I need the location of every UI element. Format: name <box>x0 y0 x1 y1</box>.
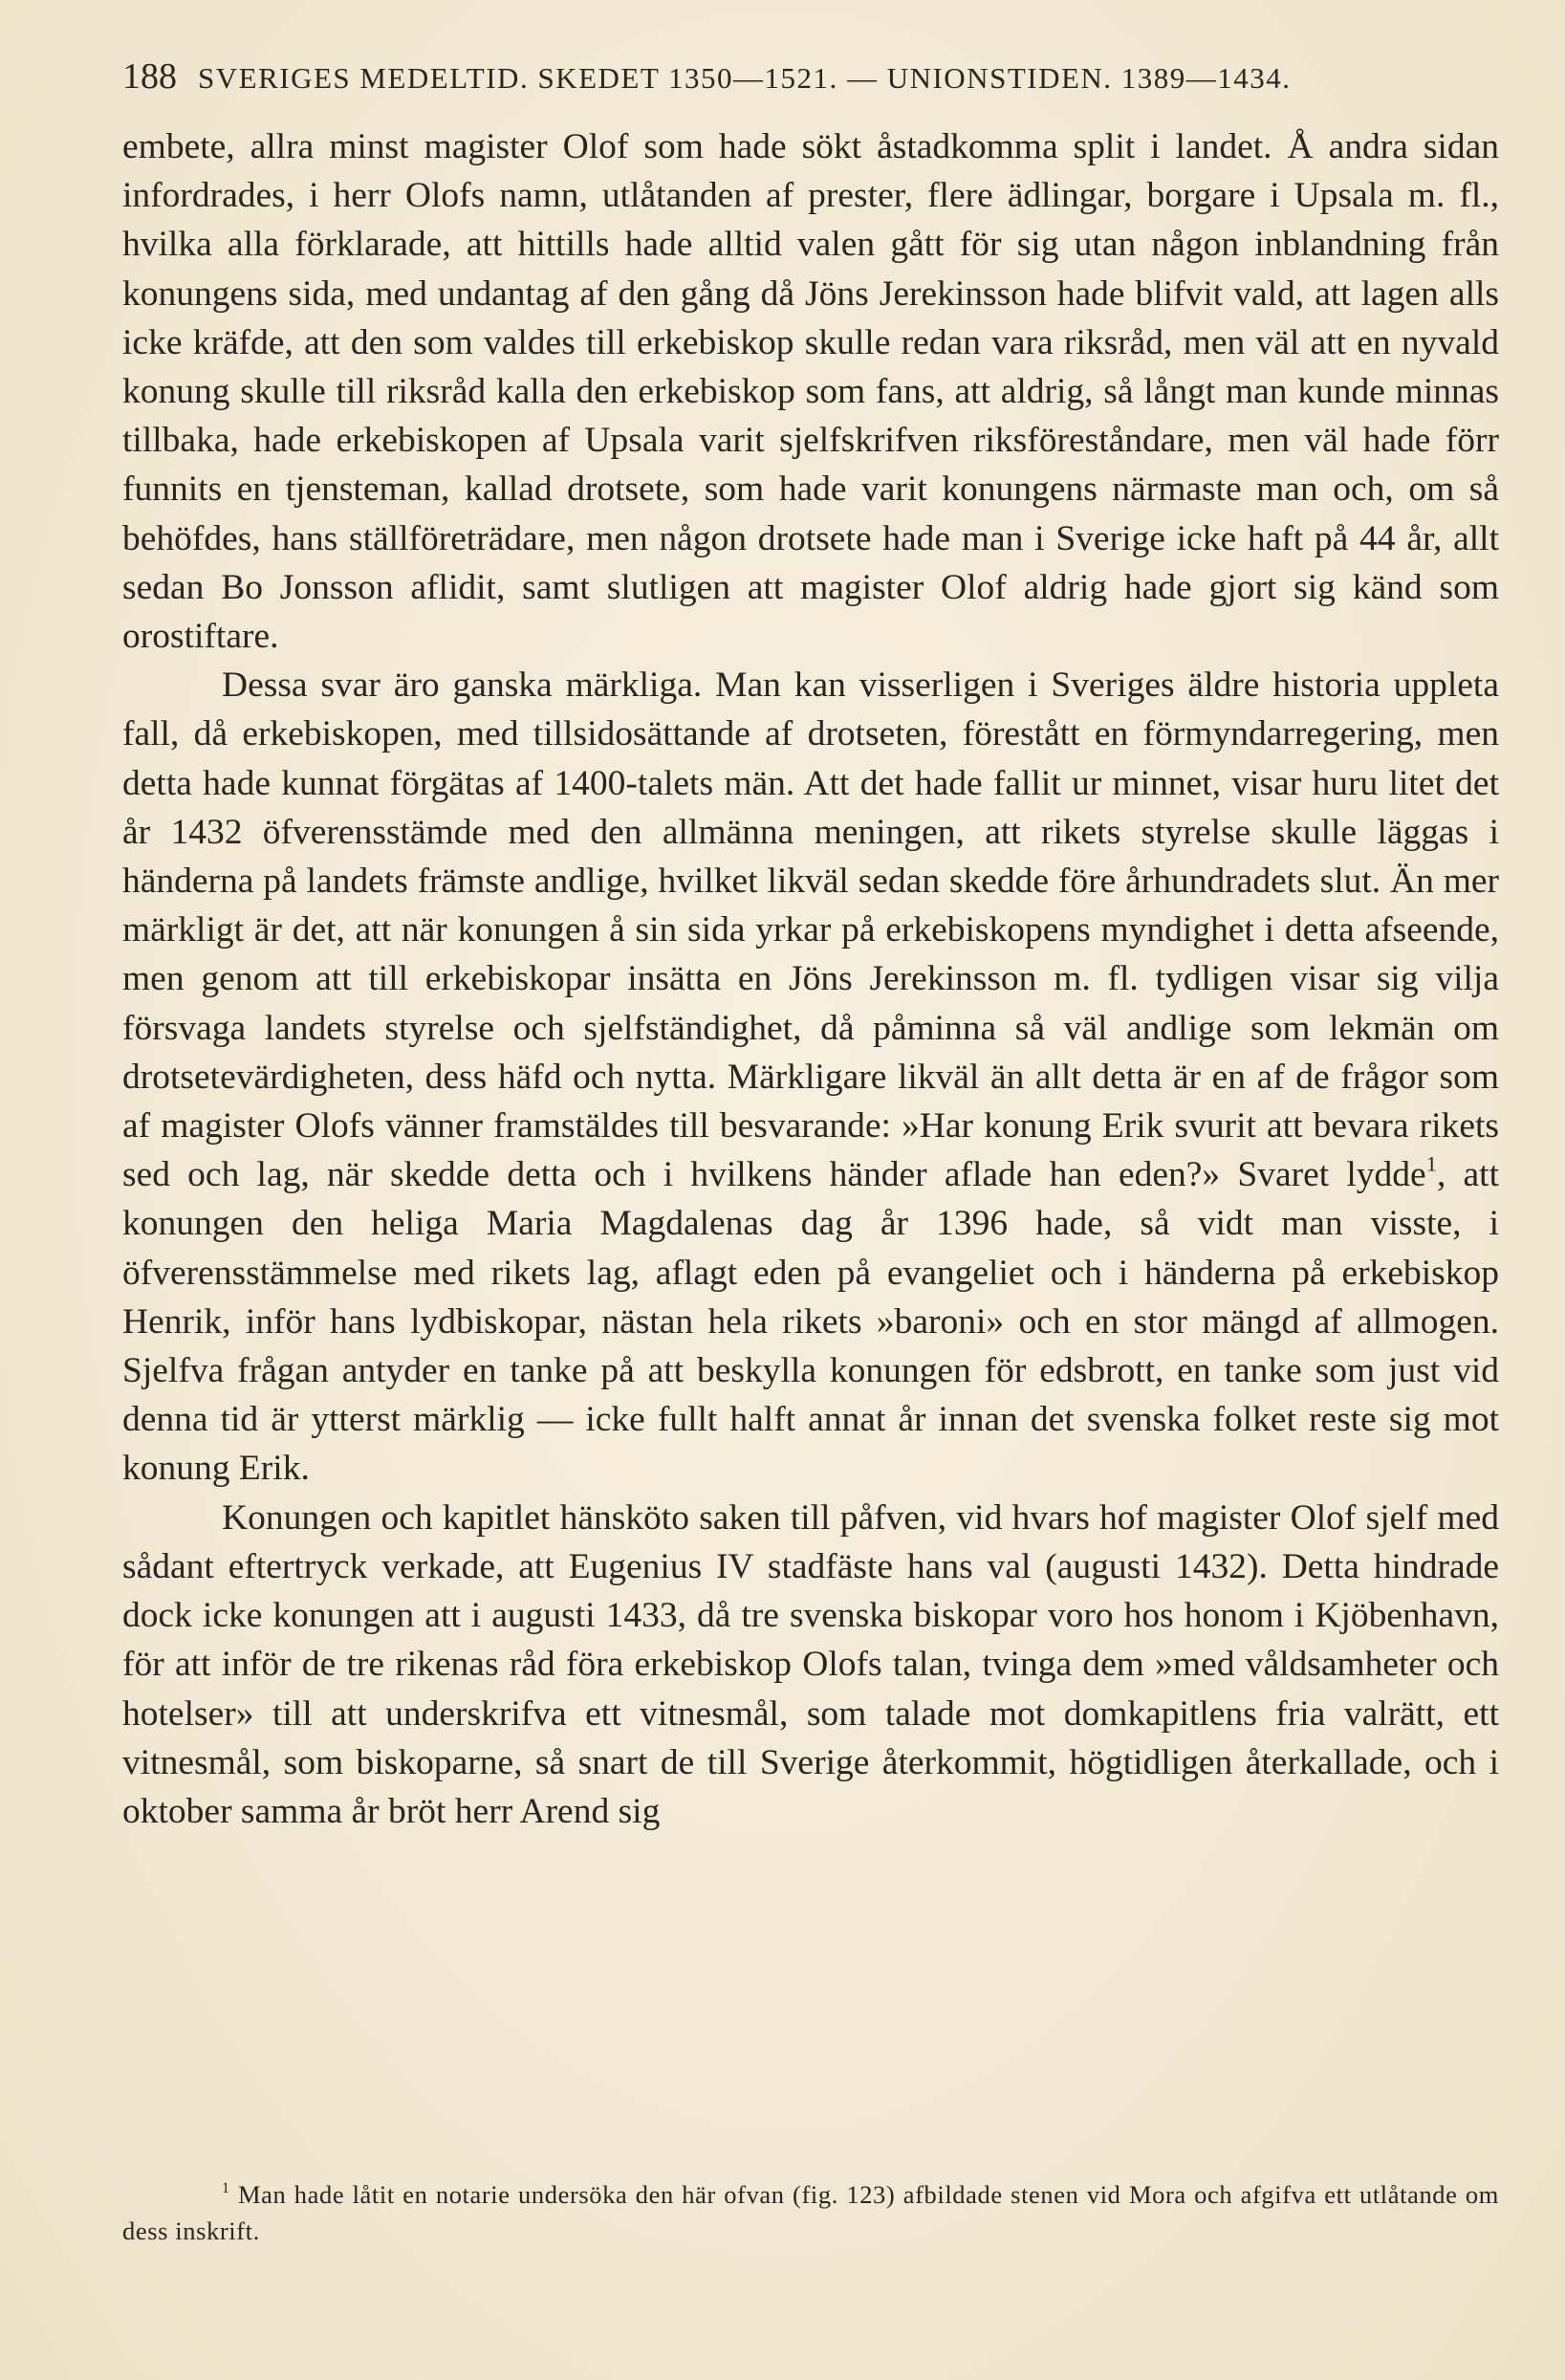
paragraph-2 <box>122 661 1499 1493</box>
paragraph-1 <box>122 122 1499 661</box>
paragraph-text: embete, allra minst magister Olof som hade sökt åstadkomma split i landet. Å andra sidan infordrades, i herr Olofs namn, utlåtanden af prester, flere ädlingar, borgare i Upsala m. fl., hvilka alla förklarade, att hittills hade alltid valen gått för sig utan någon inblandning från konungens sida, med undantag af den gång då Jöns Jerekinsson hade blifvit vald, att lagen alls icke kräfde, att den som valdes till erkebiskop skulle redan vara riksråd, men väl att en nyvald konung skulle till riksråd kalla den erkebiskop som fans, att aldrig, så långt man kunde minnas tillbaka, hade erkebiskopen af Upsala varit sjelfskrifven riksföreståndare, men väl hade förr funnits en tjensteman, kallad drotsete, som hade varit konungens närmaste man och, om så behöfdes, hans ställföreträdare, men någon drotsete hade man i Sverige icke haft på 44 år, allt sedan Bo Jonsson aflidit, samt slutligen att magister Olof aldrig hade gjort sig känd som orostiftare. <box>122 127 1499 657</box>
paragraph-text: Dessa svar äro ganska märkliga. Man kan visserligen i Sveriges äldre historia uppleta fall, då erkebiskopen, med tillsidosättande af drotseten, förestått en förmyndarregering, men detta hade kunnat förgätas af 1400-talets män. Att det hade fallit ur minnet, visar huru litet det år 1432 öfverensstämde med den allmänna meningen, att rikets styrelse skulle läggas i händerna på landets främste andlige, hvilket likväl sedan skedde före århundradets slut. Än mer märkligt är det, att när konungen å sin sida yrkar på erkebiskopens myndighet i detta afseende, men genom att till erkebiskopar insätta en Jöns Jerekinsson m. fl. tydligen visar sig vilja försvaga landets styrelse och sjelfständighet, då påminna så väl andlige som lekmän om drotsetevärdigheten, dess häfd och nytta. Märkligare likväl än allt detta är en af de frågor som af magister Olofs vänner framstäldes till besvarande: »Har konung Erik svurit att bevara rikets sed och lag, när skedde detta och i hvilkens händer aflade han eden?» Svaret lydde <box>122 666 1499 1195</box>
paragraph-text: , att konungen den heliga Maria Magdalenas dag år 1396 hade, så vidt man visste, i öfverensstämmelse med rikets lag, aflagt eden på evangeliet och i händerna på erkebiskop Henrik, inför hans lydbiskopar, nästan hela rikets »baroni» och en stor mängd af allmogen. Sjelfva frågan antyder en tanke på att beskylla konungen för edsbrott, en tanke som just vid denna tid är ytterst märklig — icke fullt halft annat år innan det svenska folket reste sig mot konung Erik. <box>122 1155 1500 1489</box>
paragraph-text: Konungen och kapitlet hänsköto saken till påfven, vid hvars hof magister Olof sjelf med sådant eftertryck verkade, att Eugenius IV stadfäste hans val (augusti 1432). Detta hindrade dock icke konungen att i augusti 1433, då tre svenska biskopar voro hos honom i Kjöbenhavn, för att inför de tre rikenas råd föra erkebiskop Olofs talan, tvinga dem »med våldsamheter och hotelser» till att underskrifva ett vitnesmål, som talade mot domkapitlens fria valrätt, ett vitnesmål, som biskoparne, så snart de till Sverige återkommit, högtidligen återkallade, och i oktober samma år bröt herr Arend sig <box>122 1497 1499 1831</box>
page-number: 188 <box>122 56 177 97</box>
body-text <box>122 122 1499 1836</box>
footnote-marker: 1 <box>222 2179 230 2196</box>
footnote-text: Man hade låtit en notarie undersöka den här ofvan (fig. 123) afbildade stenen vid Mora och afgifva ett utlåtande om dess inskrift. <box>122 2180 1499 2245</box>
footnote-1 <box>122 2176 1499 2249</box>
footnotes <box>122 2176 1499 2249</box>
running-header <box>122 55 1442 98</box>
footnote-reference: 1 <box>1425 1151 1437 1176</box>
running-title: SVERIGES MEDELTID. SKEDET 1350—1521. — UNIONSTIDEN. 1389—1434. <box>198 61 1292 95</box>
paragraph-3 <box>122 1494 1499 1836</box>
